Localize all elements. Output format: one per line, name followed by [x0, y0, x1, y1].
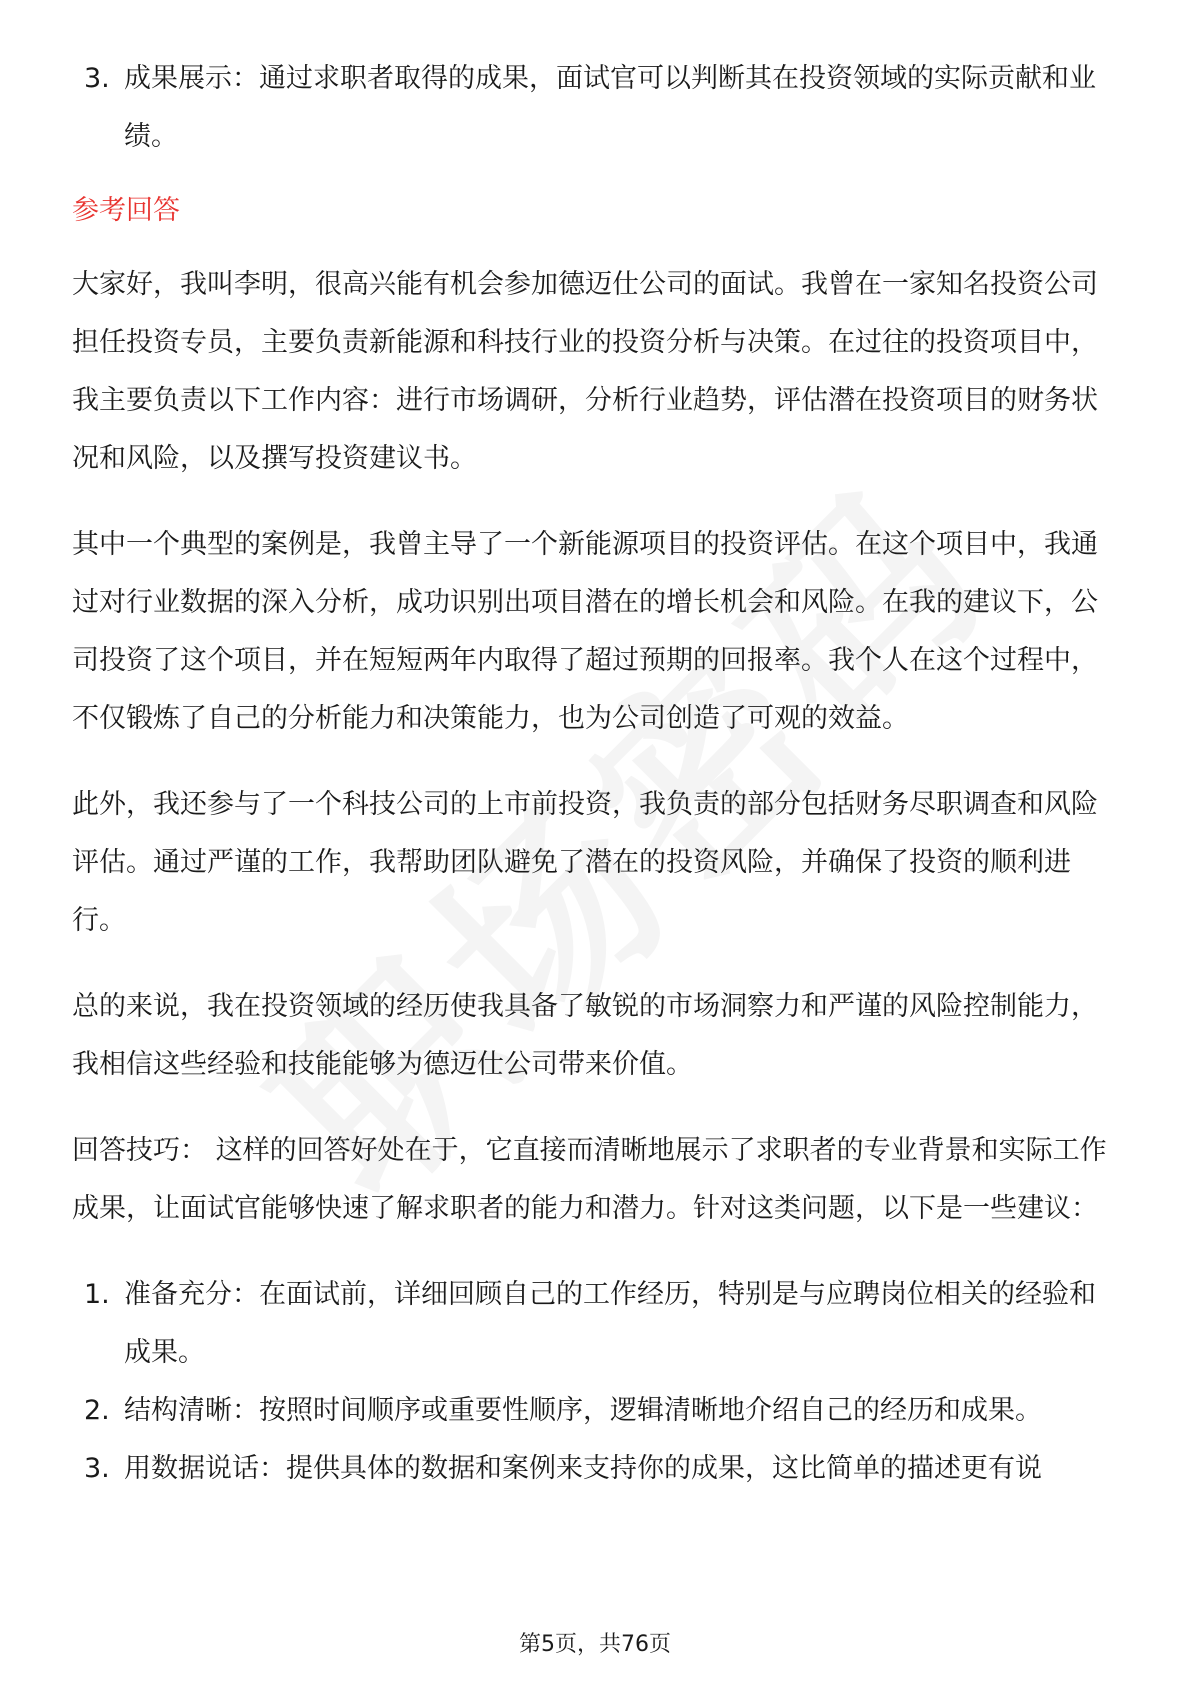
top-list — [72, 50, 1122, 166]
paragraph: 其中一个典型的案例是，我曾主导了一个新能源项目的投资评估。在这个项目中，我通过对行业数据的深入分析，成功识别出项目潜在的增长机会和风险。在我的建议下，公司投资了这个项目，并在短短两年内取得了超过预期的回报率。我个人在这个过程中，不仅锻炼了自己的分析能力和决策能力，也为公司创造了可观的效益。 — [72, 529, 1098, 734]
list-text: 结构清晰：按照时间顺序或重要性顺序，逻辑清晰地介绍自己的经历和成果。 — [124, 1395, 1042, 1426]
document-page — [72, 50, 1122, 1498]
page-footer: 第5页，共76页 — [519, 1632, 671, 1657]
list-number: 3. — [84, 1453, 110, 1484]
list-text: 用数据说话：提供具体的数据和案例来支持你的成果，这比简单的描述更有说 — [124, 1453, 1042, 1484]
list-item — [72, 50, 1122, 166]
list-item — [72, 1440, 1122, 1498]
paragraph: 回答技巧： 这样的回答好处在于，它直接而清晰地展示了求职者的专业背景和实际工作成果，让面试官能够快速了解求职者的能力和潜力。针对这类问题，以下是一些建议： — [72, 1135, 1107, 1224]
list-text: 准备充分：在面试前，详细回顾自己的工作经历，特别是与应聘岗位相关的经验和成果。 — [124, 1279, 1096, 1368]
list-number: 3. — [84, 63, 110, 94]
paragraph: 总的来说，我在投资领域的经历使我具备了敏锐的市场洞察力和严谨的风险控制能力，我相信这些经验和技能能够为德迈仕公司带来价值。 — [72, 991, 1098, 1080]
list-number: 2. — [84, 1395, 110, 1426]
paragraph: 大家好，我叫李明，很高兴能有机会参加德迈仕公司的面试。我曾在一家知名投资公司担任投资专员，主要负责新能源和科技行业的投资分析与决策。在过往的投资项目中，我主要负责以下工作内容：进行市场调研，分析行业趋势，评估潜在投资项目的财务状况和风险，以及撰写投资建议书。 — [72, 269, 1098, 474]
list-item — [72, 1382, 1122, 1440]
bottom-list — [72, 1266, 1122, 1498]
list-number: 1. — [84, 1279, 110, 1310]
list-text: 成果展示：通过求职者取得的成果，面试官可以判断其在投资领域的实际贡献和业绩。 — [124, 63, 1096, 152]
section-title: 参考回答 — [72, 195, 180, 226]
list-item — [72, 1266, 1122, 1382]
paragraph: 此外，我还参与了一个科技公司的上市前投资，我负责的部分包括财务尽职调查和风险评估。通过严谨的工作，我帮助团队避免了潜在的投资风险，并确保了投资的顺利进行。 — [72, 789, 1098, 936]
